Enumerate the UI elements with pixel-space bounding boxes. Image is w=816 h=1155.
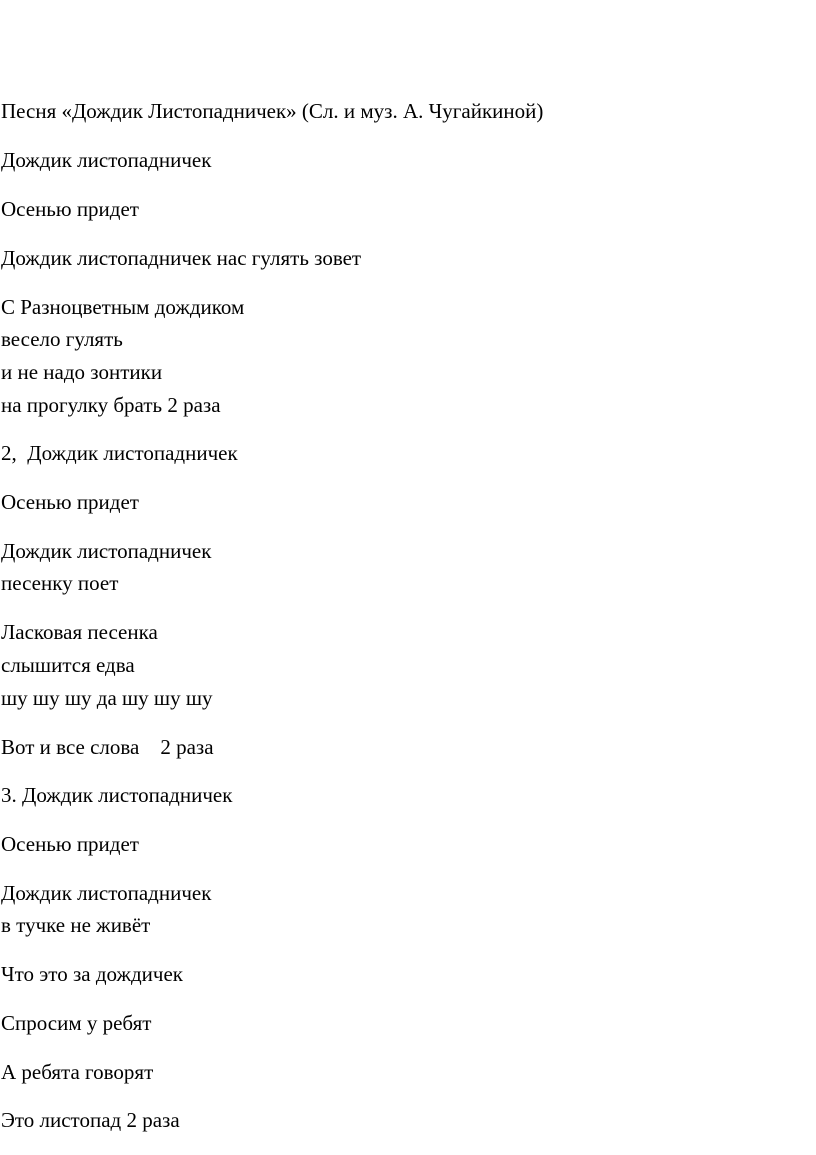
- lyric-line: Что это за дождичек: [1, 962, 184, 986]
- lyric-line: Дождик листопадничек нас гулять зовет: [1, 246, 362, 270]
- lyric-line: на прогулку брать 2 раза: [1, 393, 221, 417]
- lyric-line: Дождик листопадничек: [1, 148, 212, 172]
- lyric-line: Вот и все слова 2 раза: [1, 735, 214, 759]
- lyric-line: и не надо зонтики: [1, 360, 163, 384]
- lyric-line: А ребята говорят: [1, 1060, 154, 1084]
- lyric-line: в тучке не живёт: [1, 913, 151, 937]
- lyric-line: шу шу шу да шу шу шу: [1, 686, 213, 710]
- lyric-line: Дождик листопадничек: [1, 881, 212, 905]
- lyric-line: Это листопад 2 раза: [1, 1108, 180, 1132]
- lyric-line: песенку поет: [1, 571, 119, 595]
- lyric-line: Ласковая песенка: [1, 620, 158, 644]
- lyric-line: 3. Дождик листопадничек: [1, 783, 233, 807]
- song-title: Песня «Дождик Листопадничек» (Сл. и муз. А. Чугайкиной): [1, 99, 544, 123]
- lyric-line: Осенью придет: [1, 197, 139, 221]
- lyric-line: 2, Дождик листопадничек: [1, 441, 238, 465]
- lyric-line: Дождик листопадничек: [1, 539, 212, 563]
- lyric-line: слышится едва: [1, 653, 135, 677]
- lyric-line: С Разноцветным дождиком: [1, 295, 245, 319]
- lyric-line: Осенью придет: [1, 490, 139, 514]
- lyric-line: Осенью придет: [1, 832, 139, 856]
- lyric-line: весело гулять: [1, 327, 123, 351]
- lyric-line: Спросим у ребят: [1, 1011, 152, 1035]
